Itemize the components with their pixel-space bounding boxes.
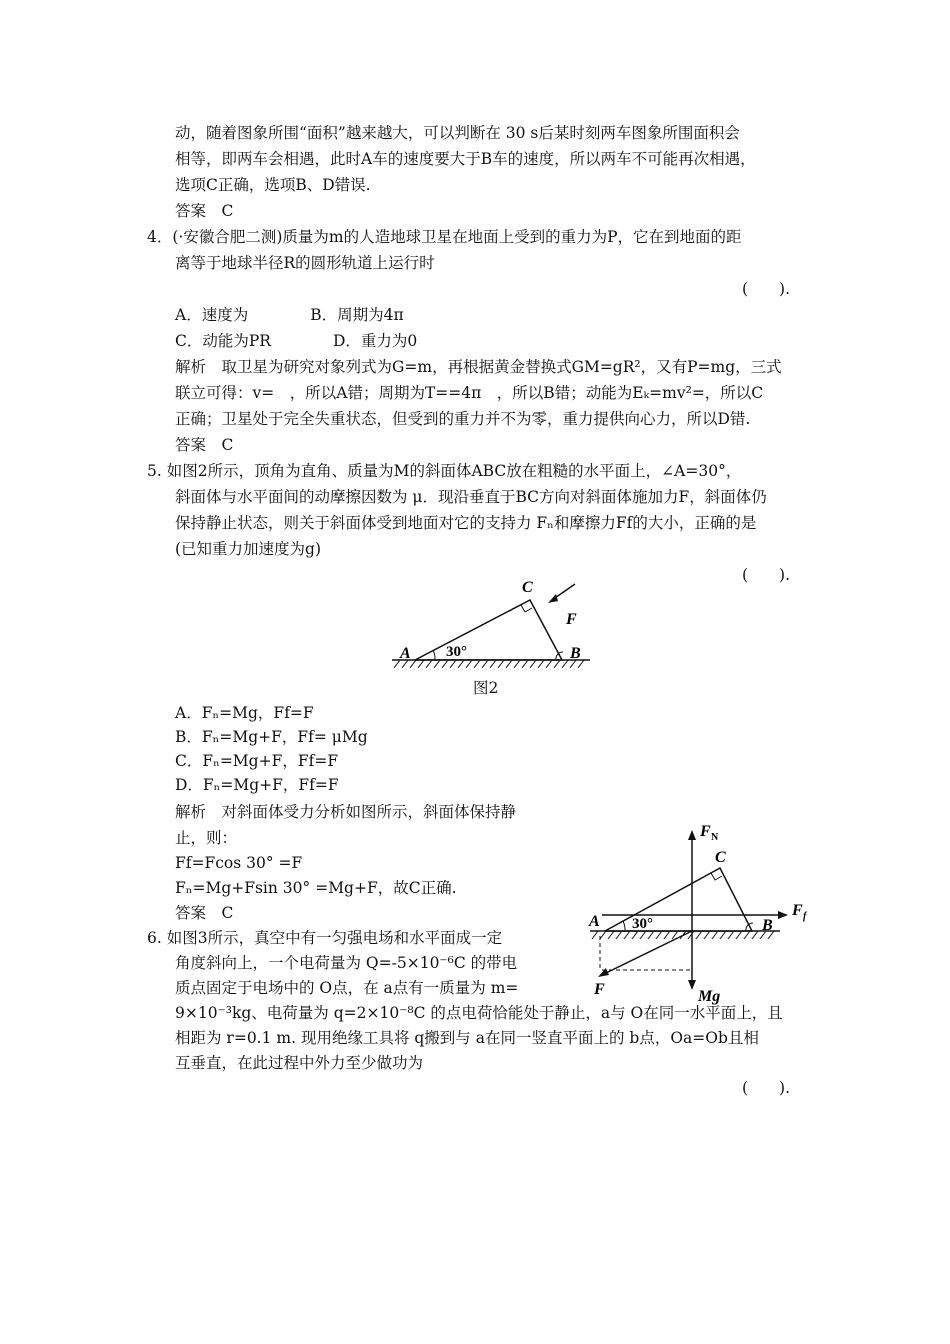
option-a: A．Fₙ=Mg，Ff=F <box>175 704 314 722</box>
text-line: 动，随着图象所围“面积”越来越大，可以判断在 30 s后某时刻两车图象所围面积会 <box>175 124 740 142</box>
text-line: 离等于地球半径R的圆形轨道上运行时 <box>175 254 435 272</box>
label-f: F <box>594 981 605 998</box>
answer-line: 答案 C <box>175 202 234 220</box>
question-4-stem: 4．(·安徽合肥二测)质量为m的人造地球卫星在地面上受到的重力为P，它在到地面的距 <box>147 228 742 246</box>
angle-label: 30° <box>446 644 467 660</box>
text-line: 相距为 r=0.1 m. 现用绝缘工具将 q搬到与 a在同一竖直平面上的 b点，Oa=Ob且相 <box>175 1029 759 1047</box>
text-line: 斜面体与水平面间的动摩擦因数为 μ．现沿垂直于BC方向对斜面体施加力F，斜面体仍 <box>175 488 767 506</box>
answer-blank: ( ). <box>742 280 791 298</box>
label-ff-sub: f <box>803 911 807 922</box>
text-line: 9×10⁻³kg、电荷量为 q=2×10⁻⁸C 的点电荷恰能处于静止，a与 O在同一水平面上，且 <box>175 1004 783 1022</box>
text-line: 角度斜向上，一个电荷量为 Q=-5×10⁻⁶C 的带电 <box>175 954 518 972</box>
answer-line: 答案 C <box>175 904 234 922</box>
label-a: A <box>400 645 411 662</box>
option-d: D．Fₙ=Mg+F，Ff=F <box>175 776 339 794</box>
label-mg: Mg <box>698 988 721 1005</box>
label-fn-sub: N <box>711 832 719 843</box>
label-b: B <box>570 645 581 662</box>
option-a-b: A．速度为 B．周期为4π <box>175 306 404 324</box>
equation-line: Ff=Fcos 30° =F <box>175 854 303 872</box>
label-f: F <box>566 611 577 628</box>
text-line: 质点固定于电场中的 O点，在 a点有一质量为 m= <box>175 979 519 997</box>
text-line: 互垂直，在此过程中外力至少做功为 <box>175 1054 424 1072</box>
text-line: 相等，即两车会相遇，此时A车的速度要大于B车的速度，所以两车不可能再次相遇， <box>175 150 756 168</box>
question-5-stem: 5. 如图2所示，顶角为直角、质量为M的斜面体ABC放在粗糙的水平面上，∠A=30°， <box>147 462 742 480</box>
text-line: (已知重力加速度为g) <box>175 540 322 558</box>
option-b: B．Fₙ=Mg+F，Ff= μMg <box>175 728 368 746</box>
solution-line: 解析 对斜面体受力分析如图所示，斜面体保持静 <box>175 803 517 821</box>
label-ff: F <box>792 902 803 919</box>
text-line: 选项C正确，选项B、D错误. <box>175 176 371 194</box>
answer-blank: ( ). <box>742 1079 791 1097</box>
solution-line: 解析 取卫星为研究对象列式为G=m，再根据黄金替换式GM=gR²，又有P=mg，三式 <box>175 358 782 376</box>
solution-line: 止，则： <box>175 829 238 847</box>
label-fn: F <box>700 823 711 840</box>
question-6-stem: 6. 如图3所示，真空中有一匀强电场和水平面成一定 <box>147 929 503 947</box>
option-c-d: C．动能为PR D．重力为0 <box>175 332 418 350</box>
text-line: 保持静止状态，则关于斜面体受到地面对它的支持力 Fₙ和摩擦力Ff的大小，正确的是 <box>175 514 757 532</box>
label-c: C <box>522 579 533 596</box>
label-a: A <box>589 913 600 930</box>
equation-line: Fₙ=Mg+Fsin 30° =Mg+F，故C正确. <box>175 879 457 897</box>
option-c: C．Fₙ=Mg+F，Ff=F <box>175 752 339 770</box>
solution-line: 正确；卫星处于完全失重状态，但受到的重力并不为零，重力提供向心力，所以D错. <box>175 410 751 428</box>
angle-label: 30° <box>632 916 653 932</box>
answer-line: 答案 C <box>175 436 234 454</box>
label-b: B <box>762 917 773 934</box>
figure-2 <box>380 572 610 672</box>
answer-blank: ( ). <box>742 566 791 584</box>
solution-line: 联立可得：v= ，所以A错；周期为T==4π ，所以B错；动能为Eₖ=mv²=，所以C <box>175 384 764 402</box>
force-diagram <box>580 818 810 1008</box>
figure-2-caption: 图2 <box>473 679 499 697</box>
label-c: C <box>715 849 726 866</box>
